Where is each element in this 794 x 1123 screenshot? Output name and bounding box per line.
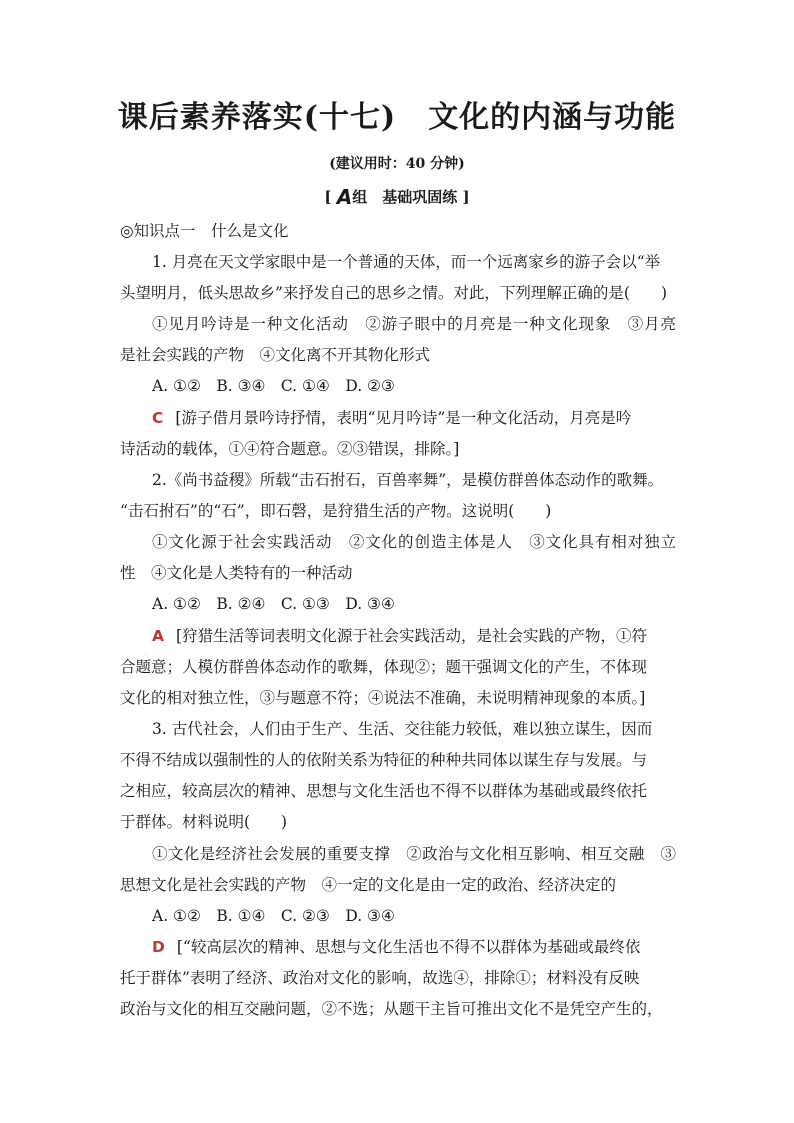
group-bracket-close: ] <box>462 188 470 206</box>
q2-answer: A <box>152 627 164 645</box>
q1-explanation-line2: 诗活动的载体，①④符合题意。②③错误，排除。] <box>120 440 460 458</box>
q3-stem-line4: 于群体。材料说明( ) <box>120 813 288 831</box>
q3-stem-line3: 之相应，较高层次的精神、思想与文化生活也不得不以群体为基础或最终依托 <box>120 782 648 800</box>
q3-explanation-line1 <box>152 934 676 960</box>
q1-answer: C <box>152 409 164 427</box>
q2-explanation-line2: 合题意；人模仿群兽体态动作的歌舞，体现②；题干强调文化的产生，不体现 <box>120 658 648 676</box>
q3-option-line1: ①文化是经济社会发展的重要支撑 ②政治与文化相互影响、相互交融 ③ <box>152 845 676 863</box>
page-title <box>0 92 794 142</box>
q2-explanation-line1 <box>152 623 676 649</box>
group-label: 组 基础巩固练 <box>352 188 458 206</box>
q3-choices: A. ①② B. ①④ C. ②③ D. ③④ <box>152 907 395 925</box>
group-bracket-open: [ <box>324 188 332 206</box>
q3-answer: D <box>152 938 165 956</box>
q2-stem-line1: 2.《尚书益稷》所载“击石拊石，百兽率舞”，是模仿群兽体态动作的歌舞。 <box>152 471 664 489</box>
q1-choices: A. ①② B. ③④ C. ①④ D. ②③ <box>152 377 395 395</box>
q1-stem-line2: 头望明月，低头思故乡”来抒发自己的思乡之情。对此，下列理解正确的是( ) <box>120 284 668 302</box>
time-note: (建议用时：40 分钟) <box>329 156 465 172</box>
section-heading: ◎知识点一 什么是文化 <box>120 222 289 240</box>
q3-explanation-line2: 托于群体”表明了经济、政治对文化的影响，故选④，排除①；材料没有反映 <box>120 969 640 987</box>
q1-option-line2: 是社会实践的产物 ④文化离不开其物化形式 <box>120 346 431 364</box>
q2-choices: A. ①② B. ②④ C. ①③ D. ③④ <box>152 595 395 613</box>
q3-stem-line2: 不得不结成以强制性的人的依附关系为特征的种种共同体以谋生存与发展。与 <box>120 751 648 769</box>
q1-stem-line1: 1. 月亮在天文学家眼中是一个普通的天体，而一个远离家乡的游子会以“举 <box>152 253 661 271</box>
q2-option-line1: ①文化源于社会实践活动 ②文化的创造主体是人 ③文化具有相对独立 <box>152 533 676 551</box>
q2-explanation-line3: 文化的相对独立性，③与题意不符；④说法不准确，未说明精神现象的本质。] <box>120 689 646 707</box>
q2-explanation-text: [狩猎生活等词表明文化源于社会实践活动，是社会实践的产物，①符 <box>176 627 648 645</box>
q1-explanation-line1 <box>152 405 676 431</box>
q3-explanation-line3: 政治与文化的相互交融问题，②不选；从题干主旨可推出文化不是凭空产生的， <box>120 1000 663 1018</box>
group-heading <box>0 185 794 209</box>
q2-stem-line2: “击石拊石”的“石”，即石磬，是狩猎生活的产物。这说明( ) <box>120 502 552 520</box>
q1-explanation-text: [游子借月景吟诗抒情，表明“见月吟诗”是一种文化活动，月亮是吟 <box>175 409 632 427</box>
q3-stem-line1: 3. 古代社会，人们由于生产、生活、交往能力较低，难以独立谋生，因而 <box>152 720 653 738</box>
q1-option-line1: ①见月吟诗是一种文化活动 ②游子眼中的月亮是一种文化现象 ③月亮 <box>152 315 676 333</box>
q3-option-line2: 思想文化是社会实践的产物 ④一定的文化是由一定的政治、经济决定的 <box>120 876 617 894</box>
group-badge: A <box>336 185 353 209</box>
q2-option-line2: 性 ④文化是人类特有的一种活动 <box>120 564 353 582</box>
q3-explanation-text: [“较高层次的精神、思想与文化生活也不得不以群体为基础或最终依 <box>176 938 641 956</box>
title-sub: 文化的内涵与功能 <box>428 100 677 135</box>
title-main: 课后素养落实(十七) <box>117 100 397 135</box>
